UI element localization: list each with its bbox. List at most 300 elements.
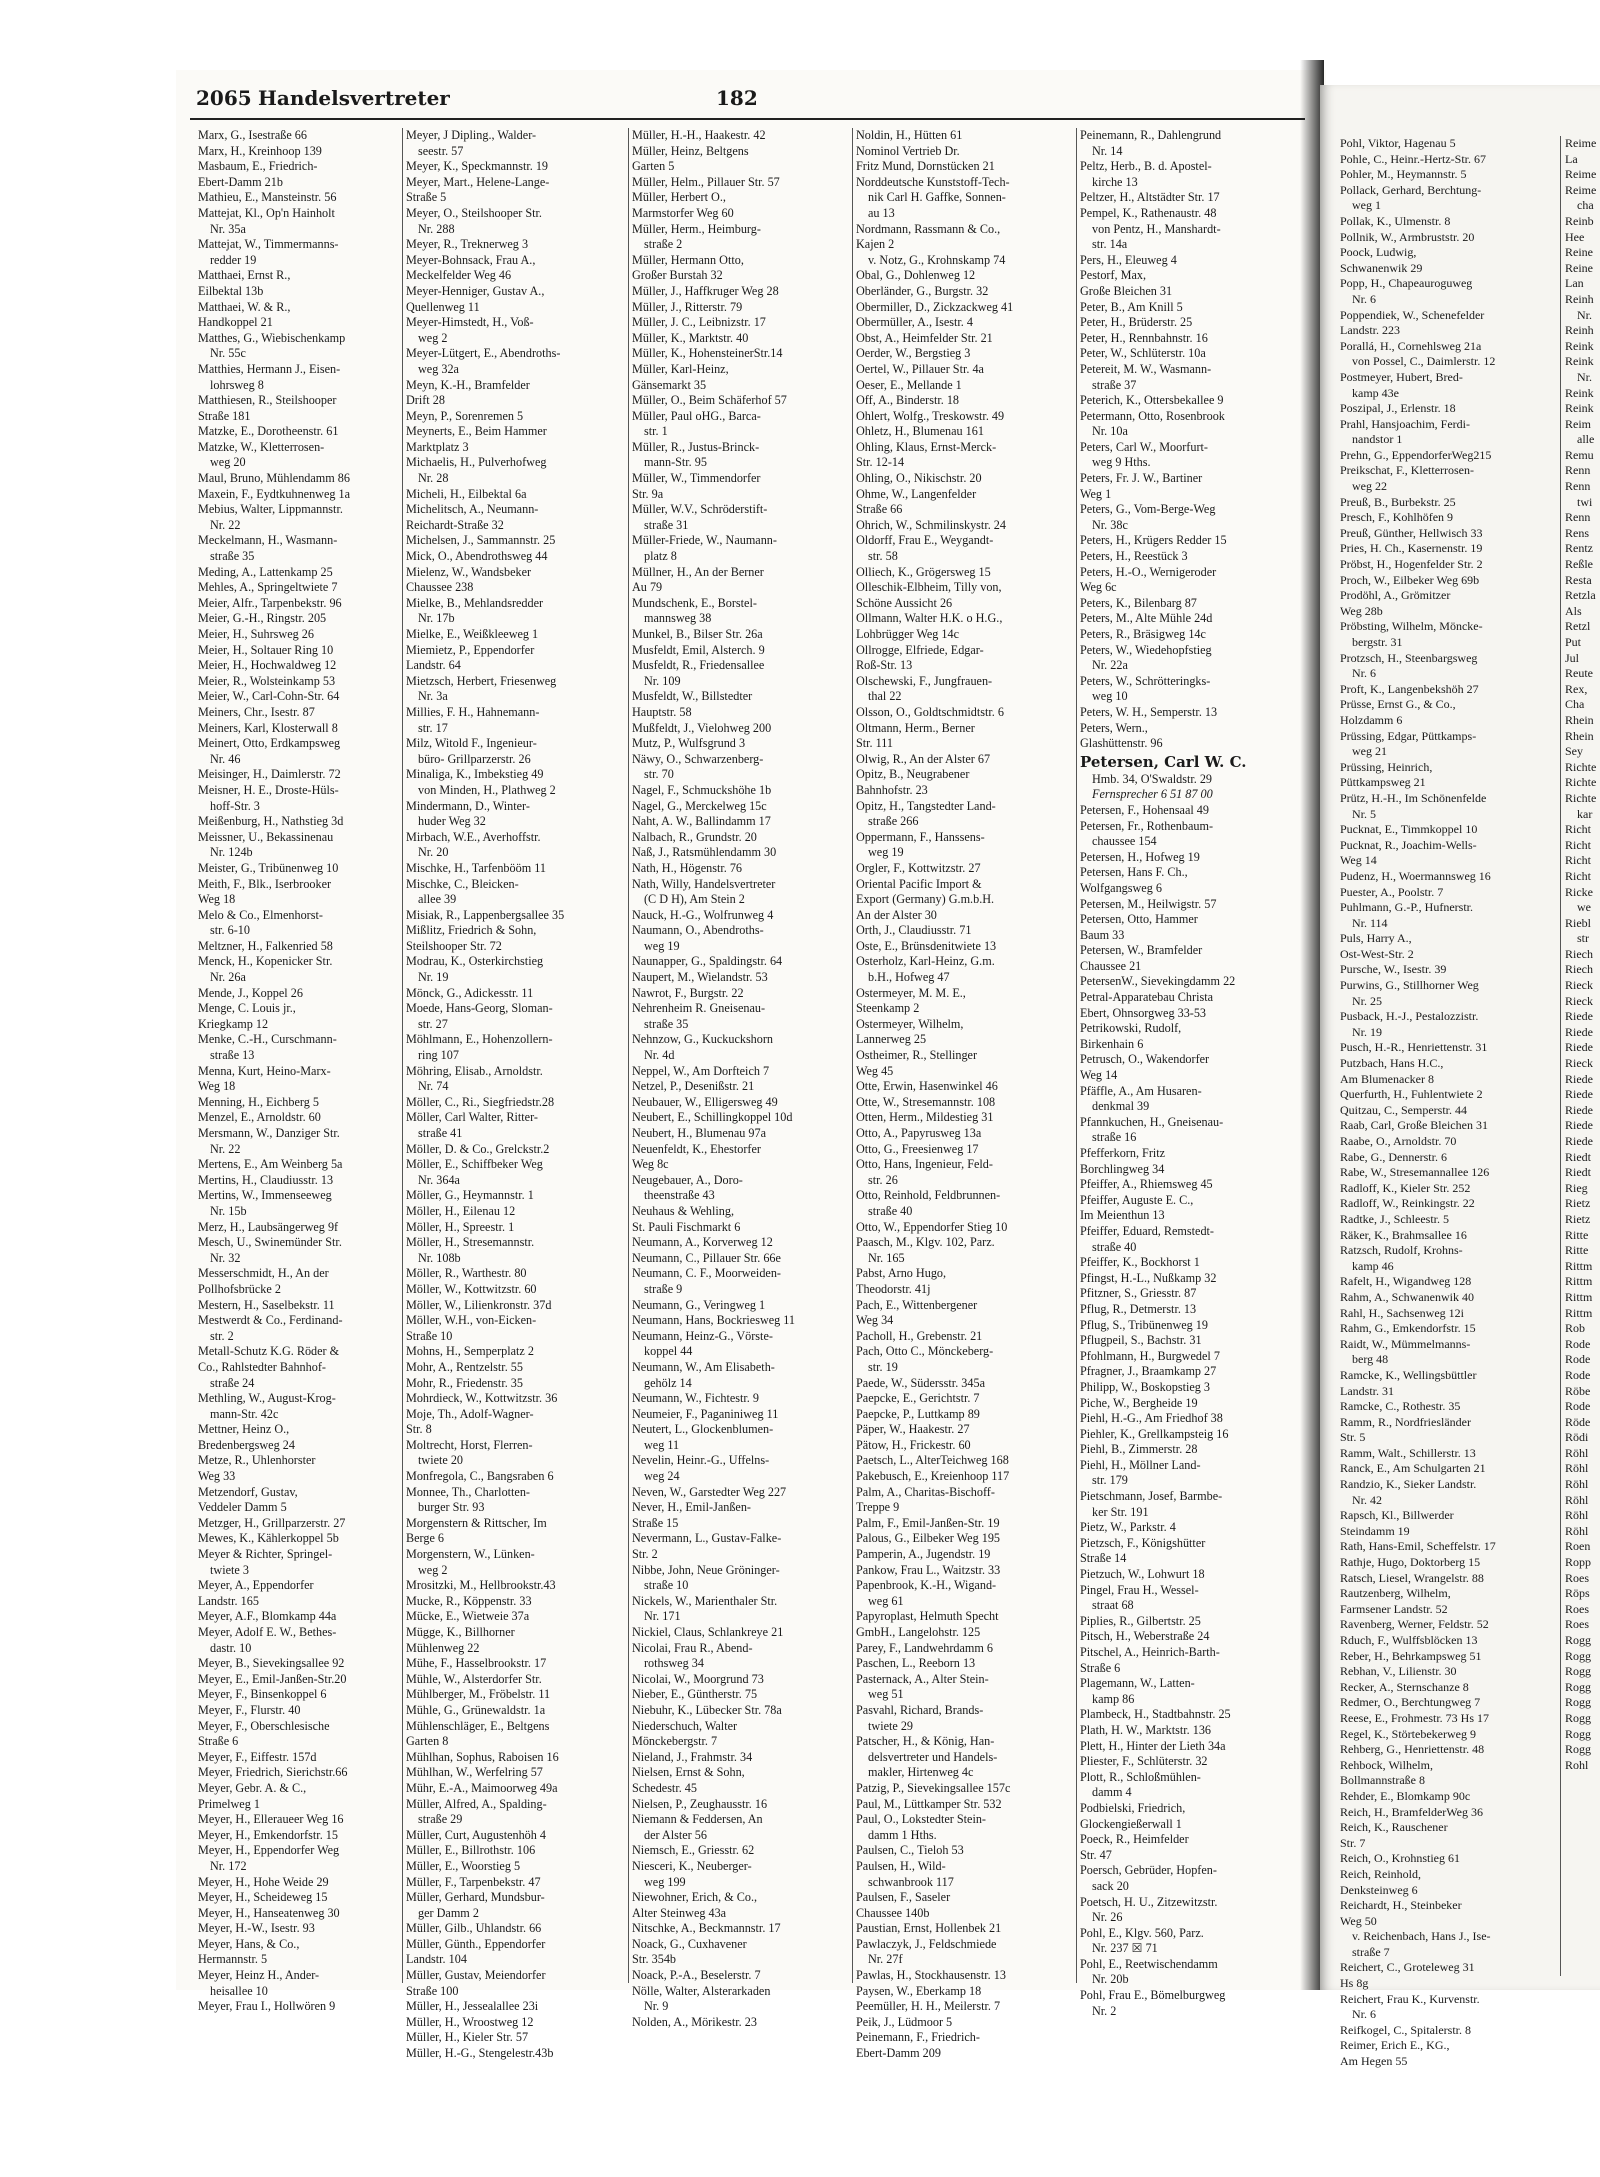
directory-entry-line: Ritte [1565, 1227, 1589, 1242]
directory-entry-line: Pietschmann, Josef, Barmbe- [1080, 1489, 1223, 1504]
directory-entry-line: kamp 43e [1352, 385, 1399, 400]
directory-entry-line: straße 29 [418, 1812, 463, 1827]
directory-entry-line: Rhein [1565, 728, 1594, 743]
directory-entry-line: Pohl, E., Klgv. 560, Parz. [1080, 1925, 1204, 1940]
directory-entry-line: Müller, Curt, Augustenhöh 4 [406, 1827, 547, 1842]
directory-entry-line: Möller, H., Spreestr. 1 [406, 1219, 515, 1234]
directory-entry-line: Im Meienthun 13 [1080, 1208, 1165, 1223]
directory-entry-line: Pietz, W., Parkstr. 4 [1080, 1520, 1176, 1535]
directory-entry-line: Petral-Apparatebau Christa [1080, 990, 1213, 1005]
directory-entry-line: koppel 44 [644, 1344, 693, 1359]
directory-entry-line: Matthies, Hermann J., Eisen- [198, 361, 341, 376]
right-page-column [1340, 136, 1585, 2070]
directory-entry-line: Pohle, C., Heinr.-Hertz-Str. 67 [1340, 151, 1486, 166]
directory-entry-line: str. 26 [868, 1172, 898, 1187]
directory-entry-line: Röhl [1565, 1508, 1589, 1523]
directory-entry-line: Rehbock, Wilhelm, [1340, 1757, 1433, 1772]
directory-entry-line: Hermannstr. 5 [198, 1952, 268, 1967]
directory-entry-line: Kriegkamp 12 [198, 1016, 269, 1031]
directory-entry-line: Oertel, W., Pillauer Str. 4a [856, 361, 984, 376]
directory-entry-line: Pawlaczyk, J., Feldschmiede [856, 1936, 997, 1951]
directory-entry-line: Räker, K., Brahmsallee 16 [1340, 1227, 1467, 1242]
directory-entry-line: Neumann, G., Veringweg 1 [632, 1297, 766, 1312]
directory-entry-line: Meckelfelder Weg 46 [406, 268, 512, 283]
directory-entry-line: weg 21 [1352, 744, 1387, 759]
directory-entry-line: Müller, H.-G., Stengelestr.43b [406, 2046, 554, 2061]
directory-entry-line: Rogg [1565, 1633, 1592, 1647]
directory-entry-line: straße 40 [868, 1203, 913, 1218]
directory-entry-line: der Alster 56 [644, 1827, 707, 1842]
directory-entry-line: Mirbach, W.E., Averhoffstr. [406, 829, 541, 844]
directory-entry-line: Pfeiffer, Eduard, Remstedt- [1080, 1223, 1214, 1238]
directory-entry-line: Quitzau, C., Semperstr. 44 [1340, 1102, 1467, 1117]
section-title: Handelsvertreter [258, 86, 450, 110]
directory-entry-line: Meissner, U., Bekassinenau [198, 829, 334, 844]
page-header [196, 86, 1306, 112]
directory-entry-line: Morgenstern & Rittscher, Im [406, 1515, 547, 1530]
directory-entry-line: Müller, Günth., Eppendorfer [406, 1936, 546, 1951]
directory-entry-line: Meyer, J Dipling., Walder- [406, 128, 537, 142]
directory-entry-line: Oeser, E., Mellande 1 [856, 377, 962, 392]
directory-entry-line: Pollack, Gerhard, Berchtung- [1340, 182, 1482, 197]
directory-entry-line: Moede, Hans-Georg, Sloman- [406, 1001, 553, 1016]
directory-entry-line: Pingel, Frau H., Wessel- [1080, 1582, 1199, 1597]
directory-entry-line: str. 2 [210, 1328, 234, 1343]
directory-entry-line: Farmsener Landstr. 52 [1340, 1601, 1448, 1616]
directory-entry-line: Neuenfeldt, K., Ehestorfer [632, 1141, 761, 1156]
directory-entry-line: Nr. 15b [210, 1203, 247, 1218]
directory-entry-line: Müller-Friede, W., Naumann- [632, 533, 777, 548]
directory-entry-line: Peters, H.-O., Wernigeroder [1080, 564, 1217, 579]
directory-entry-line: Micheli, H., Eilbektal 6a [406, 486, 527, 501]
directory-entry-line: Mohrdieck, W., Kottwitzstr. 36 [406, 1391, 558, 1406]
directory-entry-line: Naunapper, G., Spaldingstr. 64 [632, 954, 783, 969]
directory-column-4 [856, 128, 1074, 2062]
directory-entry-line: Renn [1565, 463, 1591, 478]
directory-entry-line: Meynerts, E., Beim Hammer [406, 424, 547, 439]
directory-entry-line: rothsweg 34 [644, 1656, 704, 1671]
directory-entry-line: cha [1577, 198, 1594, 213]
directory-entry-line: Obermüller, A., Isestr. 4 [856, 315, 973, 330]
directory-entry-line: Retzla [1565, 588, 1596, 603]
directory-entry-line: weg 20 [210, 455, 246, 470]
directory-entry-line: straße 24 [210, 1375, 255, 1390]
directory-entry-line: Prüssing, Edgar, Püttkamps- [1340, 728, 1477, 743]
directory-entry-line: Riede [1565, 1118, 1593, 1133]
directory-entry-line: Modrau, K., Osterkirchstieg [406, 954, 544, 969]
directory-entry-line: Weg 6c [1080, 580, 1117, 595]
directory-entry-line: berg 48 [1352, 1352, 1389, 1367]
directory-entry-line: Möhring, Elisab., Arnoldstr. [406, 1063, 543, 1078]
directory-entry-line: Morgenstern, W., Lünken- [406, 1547, 535, 1562]
directory-entry-line: Petereit, M. W., Wasmann- [1080, 361, 1212, 376]
directory-entry-line: straße 13 [210, 1048, 255, 1063]
directory-entry-line: nandstor 1 [1352, 432, 1403, 447]
directory-entry-line: Mick, O., Abendrothsweg 44 [406, 549, 548, 564]
directory-entry-line: Str. 7 [1340, 1835, 1366, 1850]
directory-entry-line: Theodorstr. 41j [856, 1281, 931, 1296]
directory-entry-line: Neumann, W., Fichtestr. 9 [632, 1391, 759, 1406]
directory-entry-line: Neumann, C. F., Moorweiden- [632, 1266, 781, 1281]
directory-entry-line: Petersen, Hans F. Ch., [1080, 865, 1188, 880]
directory-entry-line: Otte, Erwin, Hasenwinkel 46 [856, 1079, 998, 1094]
directory-entry-line: Müller, Hermann Otto, [632, 252, 744, 267]
directory-entry-line: Retzl [1565, 619, 1591, 634]
directory-entry-line: Str. 2 [632, 1547, 658, 1562]
directory-entry-line: Straße 6 [198, 1734, 239, 1749]
directory-entry-line: Menge, C. Louis jr., [198, 1001, 296, 1016]
directory-entry-line: v. Reichenbach, Hans J., Ise- [1352, 1929, 1491, 1944]
directory-entry-line: Naht, A. W., Ballindamm 17 [632, 814, 771, 829]
directory-entry-line: mannsweg 38 [644, 611, 712, 626]
directory-entry-line: Mundschenk, E., Borstel- [632, 595, 757, 610]
directory-entry-line: Nr. 237 ☒ 71 [1092, 1941, 1158, 1956]
directory-entry-line: Pohl, E., Reetwischendamm [1080, 1956, 1218, 1971]
directory-entry-line: weg 61 [868, 1593, 904, 1608]
directory-entry-line: Otte, W., Stresemannstr. 108 [856, 1094, 996, 1109]
directory-entry-line: Rode [1565, 1336, 1591, 1351]
directory-entry-line: Ohlert, Wolfg., Treskowstr. 49 [856, 408, 1005, 423]
directory-entry-line: Meinert, Otto, Erdkampsweg [198, 736, 341, 751]
directory-entry-line: str. 6-10 [210, 923, 250, 938]
directory-entry-line: Nr. 6 [1352, 2007, 1376, 2022]
directory-entry-line: Rentz [1565, 541, 1593, 556]
directory-entry-line: Fritz Mund, Dornstücken 21 [856, 159, 995, 174]
directory-entry-line: Mertens, E., Am Weinberg 5a [198, 1157, 343, 1172]
directory-entry-line: Steindamm 19 [1340, 1523, 1410, 1538]
directory-entry-line: Radloff, K., Kieler Str. 252 [1340, 1180, 1471, 1195]
directory-entry-line: Podbielski, Friedrich, [1080, 1800, 1186, 1815]
directory-entry-line: Reime [1565, 167, 1597, 182]
directory-entry-line: Mußfeldt, J., Vielohweg 200 [632, 720, 772, 735]
directory-entry-line: Menke, C.-H., Curschmann- [198, 1032, 337, 1047]
directory-entry-line: Veddeler Damm 5 [198, 1500, 287, 1515]
directory-entry-line: Richte [1565, 759, 1597, 774]
directory-entry-line: Ritte [1565, 1243, 1589, 1258]
directory-entry-line: Piehl, H., Möllner Land- [1080, 1457, 1201, 1472]
directory-entry-line: Puester, A., Poolstr. 7 [1340, 884, 1444, 899]
directory-entry-line: Müller, H., Kieler Str. 57 [406, 2030, 529, 2045]
directory-entry-line: Reime [1565, 182, 1597, 197]
directory-entry-line: Meyer, K., Speckmannstr. 19 [406, 159, 549, 174]
directory-entry-line: Pollak, K., Ulmenstr. 8 [1340, 213, 1451, 228]
directory-entry-line: Neugebauer, A., Doro- [632, 1172, 743, 1187]
directory-entry-line: Poeck, R., Heimfelder [1080, 1832, 1189, 1847]
directory-entry-line: Marx, H., Kreinhoop 139 [198, 143, 322, 158]
directory-entry-line: Pfitzner, S., Griesstr. 87 [1080, 1286, 1197, 1301]
directory-entry-line: Paede, W., Südersstr. 345a [856, 1375, 985, 1390]
directory-entry-line: Rath, Hans-Emil, Scheffelstr. 17 [1340, 1539, 1496, 1554]
directory-entry-line: Oldorff, Frau E., Weygandt- [856, 533, 994, 548]
directory-entry-line: Meyer, Gebr. A. & C., [198, 1780, 307, 1795]
directory-entry-line: Nr. 3a [418, 689, 448, 704]
directory-entry-line: Metze, R., Uhlenhorster [198, 1453, 316, 1468]
directory-entry-line: weg 19 [644, 938, 680, 953]
directory-entry-line: Munkel, B., Bilser Str. 26a [632, 627, 763, 641]
directory-entry-line: Obst, A., Heimfelder Str. 21 [856, 330, 993, 345]
directory-entry-line: weg 19 [868, 845, 904, 860]
directory-entry-line: Petermann, Otto, Rosenbrook [1080, 408, 1225, 423]
directory-entry-line: Preikschat, F., Kletterrosen- [1340, 463, 1475, 478]
directory-entry-line: Nr. 17b [418, 611, 455, 626]
directory-entry-line: Putzbach, Hans H.C., [1340, 1056, 1444, 1071]
directory-entry-line: Pucknat, E., Timmkoppel 10 [1340, 822, 1478, 837]
directory-entry-line: Raab, Carl, Große Bleichen 31 [1340, 1118, 1488, 1133]
directory-entry-line: Nath, H., Högenstr. 76 [632, 860, 743, 875]
directory-entry-line: Never, H., Emil-Janßen- [632, 1500, 751, 1515]
directory-entry-line: Möhlmann, E., Hohenzollern- [406, 1032, 553, 1047]
directory-entry-line: Meisner, H. E., Droste-Hüls- [198, 782, 339, 797]
page-number: 2065 [196, 86, 252, 110]
directory-entry-line: Straße 14 [1080, 1551, 1127, 1566]
directory-entry-line: Niesceri, K., Neuberger- [632, 1858, 752, 1873]
directory-entry-line: Regel, K., Störtebekerweg 9 [1340, 1726, 1476, 1741]
directory-entry-line: Nr. 22 [210, 1141, 241, 1156]
directory-entry-line: Meltzner, H., Falkenried 58 [198, 938, 333, 953]
directory-entry-line: Meyer, H., Emkendorfstr. 15 [198, 1827, 338, 1842]
directory-entry-line: Handkoppel 21 [198, 315, 273, 330]
directory-entry-line: Papyroplast, Helmuth Specht [856, 1609, 999, 1624]
directory-entry-line: Nr. 22a [1092, 658, 1128, 673]
directory-entry-line: Pankow, Frau L., Waitzstr. 33 [856, 1562, 1001, 1577]
directory-entry-line: kamp 86 [1092, 1691, 1135, 1706]
directory-entry-line: Pflug, R., Detmerstr. 13 [1080, 1301, 1197, 1316]
directory-entry-line: Nr. 28 [418, 471, 449, 486]
directory-entry-line: Maxein, F., Eydtkuhnenweg 1a [198, 486, 351, 501]
directory-entry-line: Müller, Karl-Heinz, [632, 361, 729, 376]
directory-entry-line: kirche 13 [1092, 174, 1138, 189]
directory-entry-line: Piplies, R., Gilbertstr. 25 [1080, 1613, 1201, 1628]
directory-entry-line: Weg 18 [198, 892, 236, 907]
directory-entry-line: Meckelmann, H., Wasmann- [198, 533, 338, 548]
directory-entry-line: Straße 100 [406, 1983, 459, 1998]
directory-entry-line: Meyer, Frau I., Hollwören 9 [198, 1999, 336, 2014]
directory-entry-line: Mühlhan, Sophus, Raboisen 16 [406, 1749, 559, 1764]
directory-entry-line: Reute [1565, 666, 1593, 681]
column-divider [628, 128, 629, 1983]
directory-entry-line: Müller, Heinz, Beltgens [632, 143, 749, 158]
directory-entry-line: str. 179 [1092, 1473, 1128, 1488]
directory-entry-line: Pfäffle, A., Am Husaren- [1080, 1083, 1202, 1098]
directory-entry-line: str. 27 [418, 1016, 448, 1031]
directory-entry-line: Reber, H., Behrkampsweg 51 [1340, 1648, 1482, 1663]
directory-entry-line: Mohr, A., Rentzelstr. 55 [406, 1359, 523, 1374]
directory-entry-line: Meier, H., Hochwaldweg 12 [198, 658, 337, 673]
directory-entry-line: Riede [1565, 1087, 1593, 1102]
directory-entry-line: Meiners, Karl, Klosterwall 8 [198, 720, 338, 735]
directory-entry-line: Riech [1565, 962, 1593, 977]
directory-entry-line: Paepcke, P., Luttkamp 89 [856, 1406, 980, 1421]
directory-entry-line: Noack, G., Cuxhavener [632, 1936, 747, 1951]
directory-entry-line: Nr. 124b [210, 845, 253, 860]
directory-entry-line: Schwanenwik 29 [1340, 260, 1423, 275]
directory-entry-line: Paustian, Ernst, Hollenbek 21 [856, 1921, 1002, 1936]
directory-entry-line: Glockengießerwall 1 [1080, 1816, 1182, 1831]
directory-entry-line: Reim [1565, 416, 1591, 431]
directory-entry-line: Ostermeyer, M. M. E., [856, 985, 966, 1000]
directory-entry-line: Peinemann, R., Dahlengrund [1080, 128, 1222, 142]
directory-entry-line: weg 11 [644, 1437, 680, 1452]
directory-entry-line: Olschewski, F., Jungfrauen- [856, 673, 993, 688]
directory-entry-line: Ostermeyer, Wilhelm, [856, 1016, 964, 1031]
directory-entry-line: Lannerweg 25 [856, 1032, 927, 1047]
directory-entry-line: Möller, G., Heymannstr. 1 [406, 1188, 534, 1203]
directory-entry-line: Rens [1565, 525, 1589, 540]
directory-entry-line: Nevelin, Heinr.-G., Uffelns- [632, 1453, 770, 1468]
directory-entry-line: St. Pauli Fischmarkt 6 [632, 1219, 741, 1234]
directory-entry-line: Nr. [1577, 369, 1592, 384]
directory-entry-line: Philipp, W., Boskopstieg 3 [1080, 1379, 1211, 1394]
directory-entry-line: Meyer, H.-W., Isestr. 93 [198, 1921, 315, 1936]
directory-entry-line: Rathje, Hugo, Doktorberg 15 [1340, 1555, 1481, 1570]
directory-entry-line: Meier, H., Suhrsweg 26 [198, 627, 314, 641]
directory-entry-line: Peters, R., Bräsigweg 14c [1080, 627, 1206, 641]
directory-entry-line: Paul, O., Lokstedter Stein- [856, 1812, 986, 1827]
directory-entry-line: Meyn, P., Sorenremen 5 [406, 408, 524, 423]
directory-entry-line: Matthaei, Ernst R., [198, 268, 291, 283]
directory-entry-line: Orgler, F., Kottwitzstr. 27 [856, 860, 981, 875]
directory-entry-line: Otto, A., Papyrusweg 13a [856, 1126, 982, 1140]
directory-entry-line: Richt [1565, 853, 1591, 868]
directory-entry-line: sack 20 [1092, 1878, 1129, 1893]
directory-entry-line: Plath, H. W., Marktstr. 136 [1080, 1722, 1212, 1737]
directory-entry-line: Müller, W.V., Schröderstift- [632, 502, 768, 517]
directory-entry-line: ring 107 [418, 1048, 459, 1063]
directory-entry-line: Otto, Reinhold, Feldbrunnen- [856, 1188, 1001, 1203]
directory-entry-line: Niemann & Feddersen, An [632, 1812, 763, 1827]
directory-entry-line: Neumeier, F., Paganiniweg 11 [632, 1406, 779, 1421]
directory-entry-line: Weg 14 [1080, 1068, 1118, 1083]
directory-entry-line: PetersenW., Sievekingdamm 22 [1080, 974, 1236, 989]
folio-number: 182 [716, 86, 758, 110]
directory-entry-line: Pohl, Viktor, Hagenau 5 [1340, 136, 1456, 150]
directory-entry-line: Nibbe, John, Neue Gröninger- [632, 1562, 780, 1577]
directory-entry-line: str. 70 [644, 767, 674, 782]
directory-entry-line: Mühlenschläger, E., Beltgens [406, 1718, 550, 1733]
directory-entry-line: Chaussee 21 [1080, 958, 1142, 973]
directory-entry-line: Nr. 4d [644, 1048, 675, 1063]
directory-entry-line: Mebius, Walter, Lippmannstr. [198, 502, 343, 517]
directory-entry-line: Otten, Herm., Mildestieg 31 [856, 1110, 994, 1125]
directory-entry-line: Alter Steinweg 43a [632, 1905, 727, 1920]
directory-entry-line: Chaussee 238 [406, 580, 474, 595]
directory-entry-line: Mewes, K., Kählerkoppel 5b [198, 1531, 339, 1546]
directory-entry-line: Oriental Pacific Import & [856, 876, 982, 891]
directory-entry-line: Reich, H., BramfelderWeg 36 [1340, 1804, 1483, 1819]
directory-entry-line: Peters, G., Vom-Berge-Weg [1080, 502, 1216, 517]
directory-entry-line: Gänsemarkt 35 [632, 377, 707, 392]
directory-entry-line: Riede [1565, 1024, 1593, 1039]
directory-entry-line: Meier, R., Wolsteinkamp 53 [198, 673, 336, 688]
directory-entry-line: Pamperin, A., Jugendstr. 19 [856, 1547, 991, 1562]
directory-entry-line: Peik, J., Lüdmoor 5 [856, 2014, 953, 2029]
directory-entry-line: Nehrenheim R. Gneisenau- [632, 1001, 766, 1016]
directory-column-3 [632, 128, 850, 2030]
directory-entry-line: Meyer, B., Sievekingsallee 92 [198, 1656, 345, 1671]
directory-entry-line: Naupert, M., Wielandstr. 53 [632, 970, 768, 985]
directory-entry-line: Garten 5 [632, 159, 675, 174]
directory-entry-line: Weg 18 [198, 1079, 236, 1094]
directory-entry-line: Pietzsch, F., Königshütter [1080, 1535, 1206, 1550]
directory-entry-line: Pietzuch, W., Lohwurt 18 [1080, 1567, 1205, 1582]
directory-entry-line: straße 266 [868, 814, 919, 829]
directory-entry-line: Müller, O., Beim Schäferhof 57 [632, 393, 787, 408]
directory-entry-line: Proft, K., Langenbekshöh 27 [1340, 681, 1479, 696]
directory-entry-line: Straße 181 [198, 408, 251, 423]
directory-entry-line: Olsson, O., Goldtschmidtstr. 6 [856, 704, 1004, 719]
directory-entry-line: Peltz, Herb., B. d. Apostel- [1080, 159, 1212, 174]
directory-entry-line: GmbH., Langelohstr. 125 [856, 1625, 981, 1639]
directory-entry-line: Rietz [1565, 1211, 1591, 1226]
directory-entry-line: Pohler, M., Heymannstr. 5 [1340, 167, 1467, 182]
directory-entry-line: Rabe, G., Dennerstr. 6 [1340, 1149, 1447, 1164]
directory-entry-line: Off, A., Binderstr. 18 [856, 393, 960, 408]
directory-entry-line: redder 19 [210, 252, 257, 267]
directory-entry-line: Poock, Ludwig, [1340, 245, 1417, 260]
directory-entry-line: Nr. 288 [418, 221, 455, 236]
directory-entry-line: Nielsen, P., Zeughausstr. 16 [632, 1796, 768, 1811]
directory-entry-line: Röhl [1565, 1445, 1589, 1460]
directory-entry-line: Müller, K., HohensteinerStr.14 [632, 346, 783, 361]
directory-entry-line: Pach, E., Wittenbergener [856, 1297, 978, 1312]
directory-entry-line: Reese, E., Frohmestr. 73 Hs 17 [1340, 1710, 1489, 1725]
directory-entry-line: Meding, A., Lattenkamp 25 [198, 564, 333, 579]
directory-entry-line: Pfefferkorn, Fritz [1080, 1146, 1166, 1160]
directory-entry-line: nik Carl H. Gaffke, Sonnen- [868, 190, 1006, 205]
directory-entry-line: Neubert, E., Schillingkoppel 10d [632, 1110, 793, 1125]
directory-entry-line: Olwig, R., An der Alster 67 [856, 751, 991, 766]
directory-entry-line: Musfeldt, R., Friedensallee [632, 658, 765, 673]
directory-entry-line: Müller, J. C., Leibnizstr. 17 [632, 315, 766, 330]
directory-entry-line: Marx, G., Isestraße 66 [198, 128, 307, 142]
directory-entry-line: Großer Burstah 32 [632, 268, 723, 283]
directory-entry-line: Neumann, Heinz-G., Vörste- [632, 1328, 773, 1343]
directory-entry-line: Mutz, P., Wulfsgrund 3 [632, 736, 746, 751]
directory-entry-line: Nalbach, R., Grundstr. 20 [632, 829, 757, 844]
directory-entry-line: Ravenberg, Werner, Feldstr. 52 [1340, 1617, 1489, 1632]
directory-entry-line: Möller, Carl Walter, Ritter- [406, 1110, 538, 1125]
directory-entry-line: Nr. 6 [1352, 666, 1376, 681]
directory-entry-line: Treppe 9 [856, 1500, 900, 1515]
directory-entry-line: Am Hegen 55 [1340, 2054, 1408, 2069]
directory-entry-line: Riede [1565, 1102, 1593, 1117]
directory-entry-line: Roen [1565, 1539, 1591, 1554]
directory-entry-line: straße 2 [644, 237, 683, 252]
directory-entry-line: Prahl, Hansjoachim, Ferdi- [1340, 416, 1470, 431]
directory-entry-line: Meyer-Lütgert, E., Abendroths- [406, 346, 561, 361]
directory-entry-line: hoff-Str. 3 [210, 798, 260, 813]
directory-entry-line: straße 9 [644, 1281, 683, 1296]
directory-entry-line: Pempel, K., Rathenaustr. 48 [1080, 205, 1217, 220]
directory-entry-line: Parey, F., Landwehrdamm 6 [856, 1640, 994, 1655]
directory-entry-line: Renn [1565, 510, 1591, 525]
directory-entry-line: Protzsch, H., Steenbargsweg [1340, 650, 1478, 665]
directory-entry-line: weg 9 Hths. [1092, 455, 1151, 470]
directory-entry-line: Rafelt, H., Wigandweg 128 [1340, 1274, 1472, 1289]
directory-entry-line: Nr. 74 [418, 1079, 449, 1094]
directory-entry-line: Nr. 32 [210, 1250, 241, 1265]
directory-entry-line: damm 1 Hths. [868, 1827, 937, 1842]
directory-entry-line: Riede [1565, 1134, 1593, 1148]
directory-entry-line: Riede [1565, 1009, 1593, 1024]
directory-entry-line: Meyer, H., Hanseatenweg 30 [198, 1905, 340, 1920]
directory-entry-line: str. 17 [418, 720, 448, 735]
directory-entry-line: twiete 3 [210, 1562, 249, 1577]
directory-entry-line: Weg 50 [1340, 1913, 1377, 1928]
directory-entry-line: Export (Germany) G.m.b.H. [856, 892, 995, 907]
directory-entry-line: Mühlenweg 22 [406, 1640, 480, 1655]
directory-entry-line: Landstr. 165 [198, 1593, 259, 1608]
